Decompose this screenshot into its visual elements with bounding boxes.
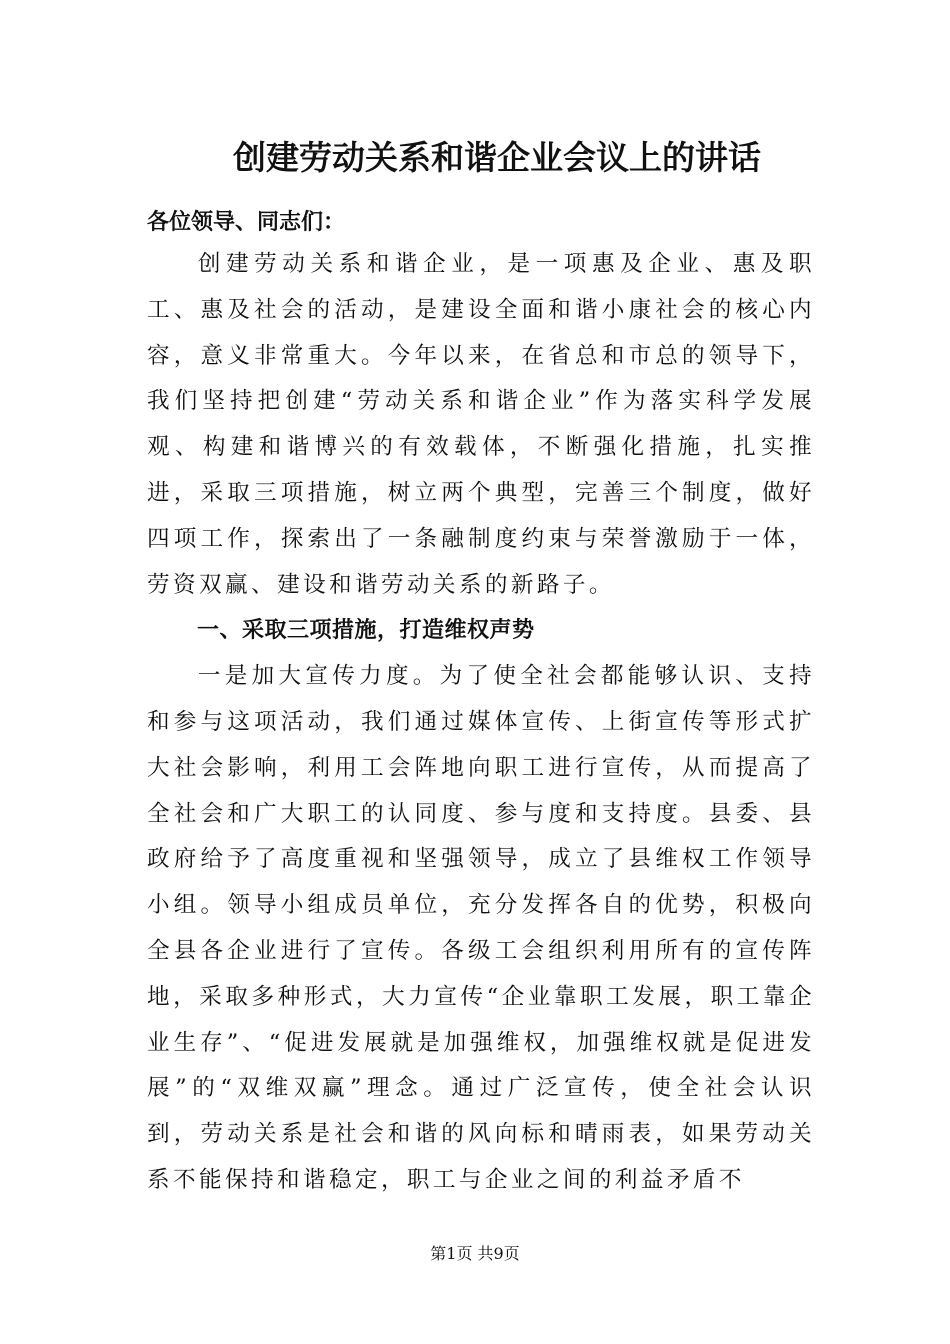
intro-paragraph: 创建劳动关系和谐企业，是一项惠及企业、惠及职工、惠及社会的活动，是建设全面和谐小康社会的核心内容，意义非常重大。今年以来，在省总和市总的领导下，我们坚持把创建“劳动关系和谐企业”作为落实科学发展观、构建和谐博兴的有效载体，不断强化措施，扎实推进，采取三项措施，树立两个典型，完善三个制度，做好四项工作，探索出了一条融制度约束与荣誉激励于一体，劳资双赢、建设和谐劳动关系的新路子。 (147, 251, 815, 598)
section-heading: 一、采取三项措施，打造维权声势 (197, 618, 535, 644)
salutation: 各位领导、同志们： (147, 210, 346, 235)
document-body (147, 242, 815, 1204)
page-footer: 第1页 共9页 (430, 1244, 520, 1263)
document-title: 创建劳动关系和谐企业会议上的讲话 (233, 138, 761, 177)
section-paragraph: 一是加大宣传力度。为了使全社会都能够认识、支持和参与这项活动，我们通过媒体宣传、上街宣传等形式扩大社会影响，利用工会阵地向职工进行宣传，从而提高了全社会和广大职工的认同度、参与度和支持度。县委、县政府给予了高度重视和坚强领导，成立了县维权工作领导小组。领导小组成员单位，充分发挥各自的优势，积极向全县各企业进行了宣传。各级工会组织利用所有的宣传阵地，采取多种形式，大力宣传“企业靠职工发展，职工靠企业生存”、“促进发展就是加强维权，加强维权就是促进发展”的“双维双赢”理念。通过广泛宣传，使全社会认识到，劳动关系是社会和谐的风向标和晴雨表，如果劳动关系不能保持和谐稳定，职工与企业之间的利益矛盾不 (147, 663, 815, 1193)
